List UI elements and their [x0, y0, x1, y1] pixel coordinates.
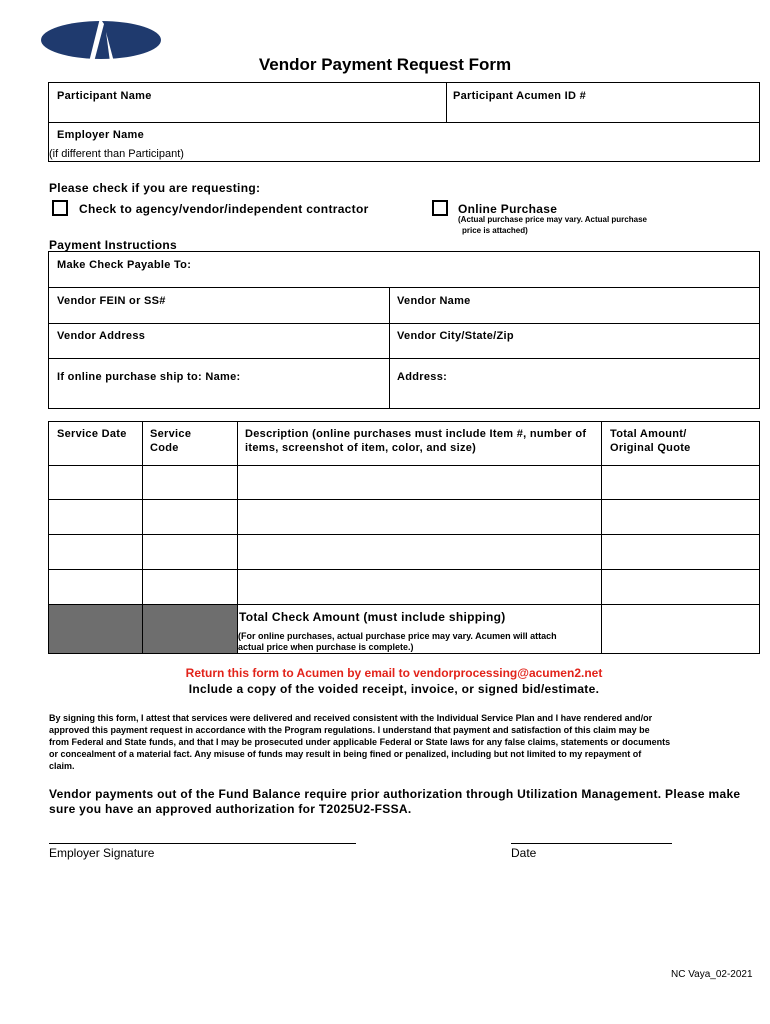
ship-to-address-label: Address:: [397, 371, 448, 383]
form-version: NC Vaya_02-2021: [671, 969, 753, 980]
online-purchase-label: Online Purchase: [458, 202, 558, 216]
attestation-line-2: approved this payment request in accordance with the Program regulations. I understand that payment and satisfaction of this claim may be: [49, 725, 650, 735]
col-service-code-2: Code: [150, 442, 179, 454]
form-title: Vendor Payment Request Form: [258, 55, 512, 74]
payment-divider-1: [48, 287, 760, 288]
col-total-amount-1: Total Amount/: [610, 428, 687, 440]
col-service-date: Service Date: [57, 428, 127, 440]
employer-signature-line[interactable]: [49, 843, 356, 844]
table-row-divider-5: [48, 604, 760, 605]
payment-vdivider: [389, 287, 390, 409]
return-instructions: Return this form to Acumen by email to vendorprocessing@acumen2.net: [185, 666, 603, 680]
employer-signature-label: Employer Signature: [49, 846, 155, 860]
total-note-2: actual price when purchase is complete.): [238, 642, 414, 652]
date-label: Date: [511, 846, 537, 860]
employer-note: (if different than Participant): [49, 148, 184, 160]
vendor-city-label: Vendor City/State/Zip: [397, 330, 514, 342]
authorization-line-2: sure you have an approved authorization for T2025U2-FSSA.: [49, 802, 412, 816]
total-check-amount-label: Total Check Amount (must include shipping): [239, 610, 506, 624]
attestation-line-1: By signing this form, I attest that services were delivered and received consistent with the Individual Service Plan and I have rendered and/or: [49, 713, 653, 723]
vendor-name-label: Vendor Name: [397, 295, 471, 307]
table-row-divider-1: [48, 465, 760, 466]
table-row-divider-2: [48, 499, 760, 500]
col-description-1: Description (online purchases must include Item #, number of: [245, 428, 587, 440]
table-col-divider-3: [601, 421, 602, 654]
payment-divider-3: [48, 358, 760, 359]
participant-divider: [48, 122, 760, 123]
col-total-amount-2: Original Quote: [610, 442, 691, 454]
online-purchase-note-1: (Actual purchase price may vary. Actual purchase: [458, 215, 647, 224]
employer-name-label: Employer Name: [57, 129, 145, 141]
request-prompt: Please check if you are requesting:: [49, 181, 261, 195]
table-row-divider-3: [48, 534, 760, 535]
attestation-line-4: or concealment of a material fact. Any misuse of funds may result in being fined or penalized, including but not limited to my repayment of: [49, 749, 642, 759]
agency-vendor-label: Check to agency/vendor/independent contractor: [79, 202, 369, 216]
total-note-1: (For online purchases, actual purchase price may vary. Acumen will attach: [238, 631, 557, 641]
payment-divider-2: [48, 323, 760, 324]
online-purchase-note-2: price is attached): [462, 226, 528, 235]
participant-id-label: Participant Acumen ID #: [453, 90, 587, 102]
payment-instructions-label: Payment Instructions: [49, 238, 178, 252]
table-col-divider-2: [237, 421, 238, 654]
col-description-2: items, screenshot of item, color, and size): [245, 442, 477, 454]
table-row-divider-4: [48, 569, 760, 570]
vendor-fein-label: Vendor FEIN or SS#: [57, 295, 166, 307]
agency-vendor-checkbox[interactable]: [52, 200, 68, 216]
participant-name-label: Participant Name: [57, 90, 152, 102]
payable-to-label: Make Check Payable To:: [57, 259, 192, 271]
attestation-line-5: claim.: [49, 761, 75, 771]
table-col-divider-1: [142, 421, 143, 654]
authorization-line-1: Vendor payments out of the Fund Balance require prior authorization through Utilization Management. Please make: [49, 787, 741, 801]
participant-vdivider: [446, 82, 447, 122]
attestation-line-3: from Federal and State funds, and that I may be prosecuted under applicable Federal or State laws for any false claims, statements or documents: [49, 737, 671, 747]
date-line[interactable]: [511, 843, 672, 844]
include-copy-note: Include a copy of the voided receipt, invoice, or signed bid/estimate.: [188, 682, 600, 696]
col-service-code-1: Service: [150, 428, 192, 440]
vendor-address-label: Vendor Address: [57, 330, 146, 342]
ship-to-name-label: If online purchase ship to: Name:: [57, 371, 241, 383]
online-purchase-checkbox[interactable]: [432, 200, 448, 216]
